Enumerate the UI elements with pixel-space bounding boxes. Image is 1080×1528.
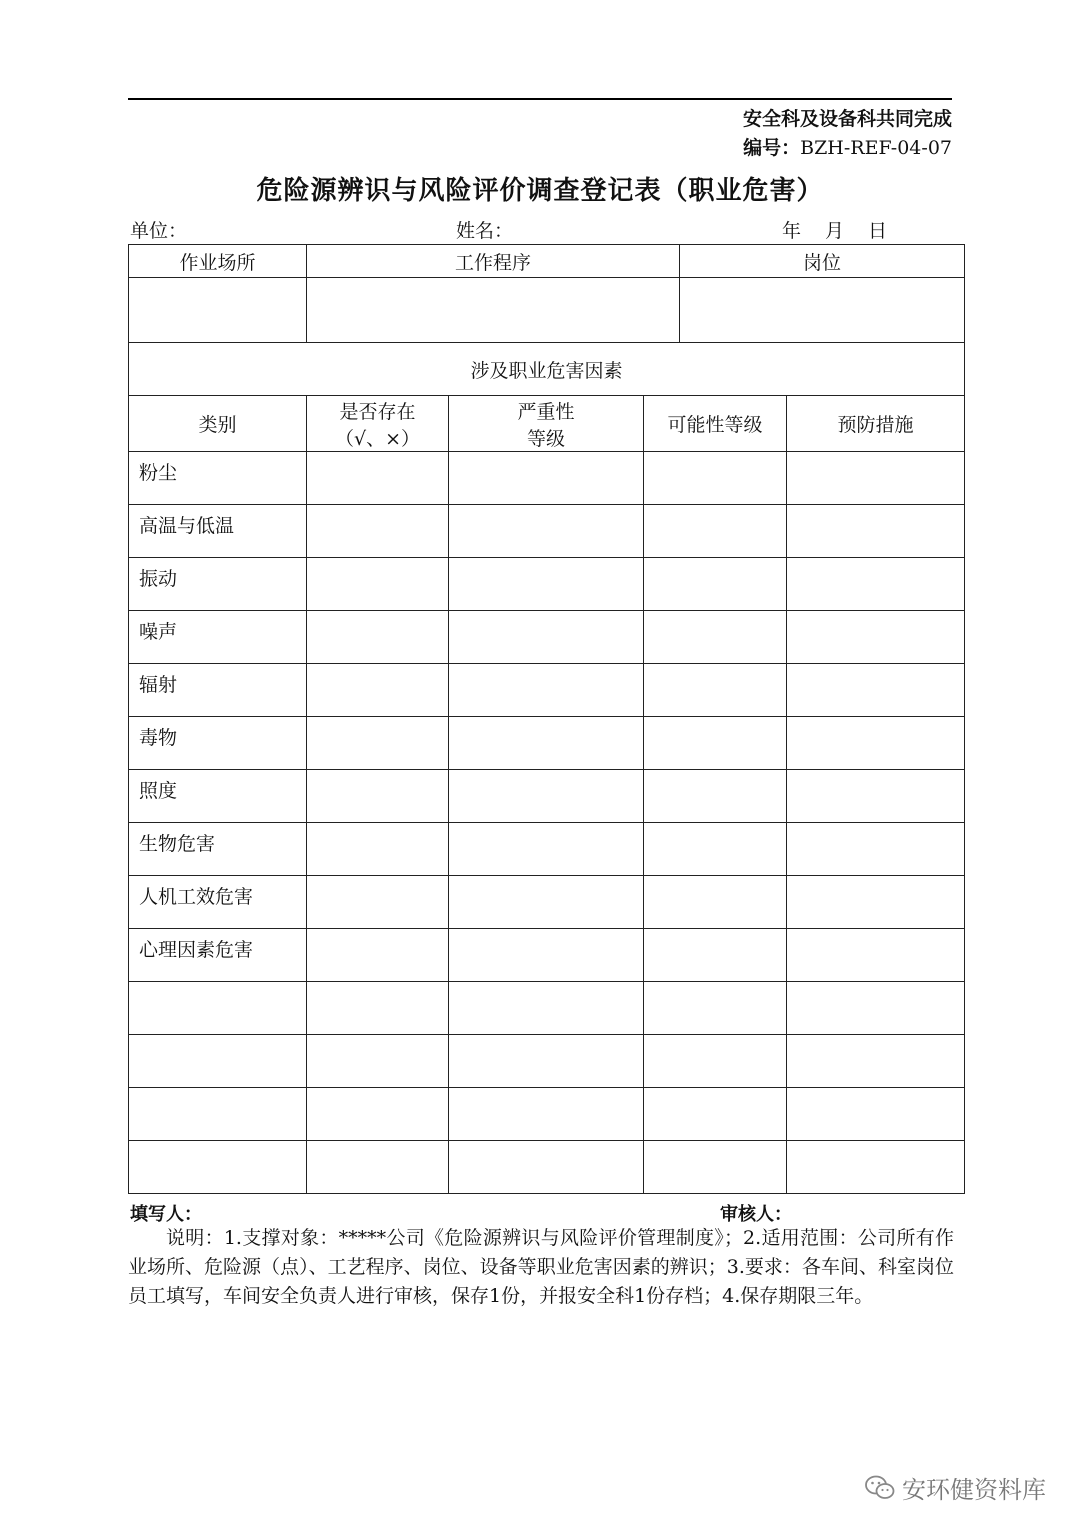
category-cell: 辐射 [129,664,307,717]
table-row [129,717,965,770]
header-workplace: 作业场所 [129,245,307,278]
document-title: 危险源辨识与风险评价调查登记表（职业危害） [256,176,824,206]
severity-cell[interactable] [449,770,644,823]
header-code-label: 编号： [743,137,801,159]
severity-cell[interactable] [449,664,644,717]
category-cell: 高温与低温 [129,505,307,558]
category-cell: 生物危害 [129,823,307,876]
day-label: 日 [868,220,890,242]
year-label: 年 [782,220,804,242]
category-cell: 噪声 [129,611,307,664]
prevention-cell[interactable] [787,717,965,770]
exists-cell[interactable] [307,452,449,505]
reviewer-label: 审核人： [720,1204,792,1225]
severity-cell[interactable] [449,1141,644,1194]
exists-cell[interactable] [307,717,449,770]
exists-cell[interactable] [307,770,449,823]
header-post: 岗位 [680,245,965,278]
category-cell [129,1035,307,1088]
prevention-cell[interactable] [787,611,965,664]
likelihood-cell[interactable] [644,1088,787,1141]
watermark-text: 安环健资料库 [902,1476,1046,1504]
table-row [129,452,965,505]
severity-cell[interactable] [449,1035,644,1088]
severity-cell[interactable] [449,823,644,876]
exists-cell[interactable] [307,929,449,982]
table-row [129,876,965,929]
exists-cell[interactable] [307,505,449,558]
likelihood-cell[interactable] [644,505,787,558]
exists-cell[interactable] [307,611,449,664]
wechat-icon [864,1474,896,1502]
likelihood-cell[interactable] [644,823,787,876]
instructions-text: 说明：1.支撑对象：*****公司《危险源辨识与风险评价管理制度》；2.适用范围：公司所有作业场所、危险源（点）、工艺程序、岗位、设备等职业危害因素的辨识；3.要求：各车间、科室岗位员工填写，车间安全负责人进行审核，保存1份，并报安全科1份存档；4.保存期限三年。 [128,1227,954,1307]
col-header-severity [449,396,644,452]
name-label: 姓名： [456,220,514,242]
prevention-cell[interactable] [787,876,965,929]
prevention-cell[interactable] [787,558,965,611]
section-title: 涉及职业危害因素 [129,343,965,396]
severity-cell[interactable] [449,717,644,770]
category-cell: 粉尘 [129,452,307,505]
category-cell [129,982,307,1035]
header-code [743,133,952,160]
table-row [129,1141,965,1194]
prevention-cell[interactable] [787,452,965,505]
col-header-exists-line1: 是否存在 [339,400,416,423]
likelihood-cell[interactable] [644,982,787,1035]
table-row [129,505,965,558]
col-header-category: 类别 [129,396,307,452]
exists-cell[interactable] [307,1141,449,1194]
unit-label: 单位： [130,220,188,242]
likelihood-cell[interactable] [644,558,787,611]
severity-cell[interactable] [449,1088,644,1141]
exists-cell[interactable] [307,982,449,1035]
severity-cell[interactable] [449,876,644,929]
header-dept: 安全科及设备科共同完成 [742,108,952,130]
severity-cell[interactable] [449,929,644,982]
likelihood-cell[interactable] [644,929,787,982]
table-row [129,558,965,611]
category-cell [129,1141,307,1194]
prevention-cell[interactable] [787,929,965,982]
likelihood-cell[interactable] [644,717,787,770]
likelihood-cell[interactable] [644,611,787,664]
category-cell: 毒物 [129,717,307,770]
category-cell [129,1088,307,1141]
likelihood-cell[interactable] [644,452,787,505]
col-header-exists [307,396,449,452]
likelihood-cell[interactable] [644,876,787,929]
col-header-severity-line2: 等级 [526,427,565,450]
work-procedure-input-cell[interactable] [307,278,680,343]
table-row [129,1035,965,1088]
category-cell: 人机工效危害 [129,876,307,929]
col-header-prevention: 预防措施 [787,396,965,452]
col-header-likelihood: 可能性等级 [644,396,787,452]
header-code-value: BZH-REF-04-07 [800,137,952,159]
category-cell: 振动 [129,558,307,611]
likelihood-cell[interactable] [644,1035,787,1088]
severity-cell[interactable] [449,558,644,611]
exists-cell[interactable] [307,558,449,611]
col-header-severity-line1: 严重性 [517,400,575,423]
prevention-cell[interactable] [787,1141,965,1194]
exists-cell[interactable] [307,1088,449,1141]
likelihood-cell[interactable] [644,664,787,717]
exists-cell[interactable] [307,1035,449,1088]
severity-cell[interactable] [449,982,644,1035]
table-row [129,982,965,1035]
exists-cell[interactable] [307,823,449,876]
likelihood-cell[interactable] [644,770,787,823]
severity-cell[interactable] [449,505,644,558]
header-work-procedure: 工作程序 [307,245,680,278]
likelihood-cell[interactable] [644,1141,787,1194]
header-rule [128,98,952,100]
prevention-cell[interactable] [787,823,965,876]
filler-label: 填写人： [130,1204,202,1225]
watermark [864,1470,1046,1505]
workplace-input-cell[interactable] [129,278,307,343]
prevention-cell[interactable] [787,664,965,717]
prevention-cell[interactable] [787,505,965,558]
table-row [129,770,965,823]
col-header-exists-line2: （√、×） [334,427,421,450]
severity-cell[interactable] [449,611,644,664]
date-labels [782,216,911,243]
table-row [129,1088,965,1141]
table-row [129,823,965,876]
category-cell: 心理因素危害 [129,929,307,982]
exists-cell[interactable] [307,876,449,929]
instructions-note [128,1224,954,1311]
prevention-cell[interactable] [787,770,965,823]
hazard-form-table [128,244,965,1194]
table-row [129,929,965,982]
exists-cell[interactable] [307,664,449,717]
table-row [129,664,965,717]
post-input-cell[interactable] [680,278,965,343]
prevention-cell[interactable] [787,1088,965,1141]
severity-cell[interactable] [449,452,644,505]
table-row [129,611,965,664]
category-cell: 照度 [129,770,307,823]
prevention-cell[interactable] [787,982,965,1035]
prevention-cell[interactable] [787,1035,965,1088]
month-label: 月 [825,220,847,242]
